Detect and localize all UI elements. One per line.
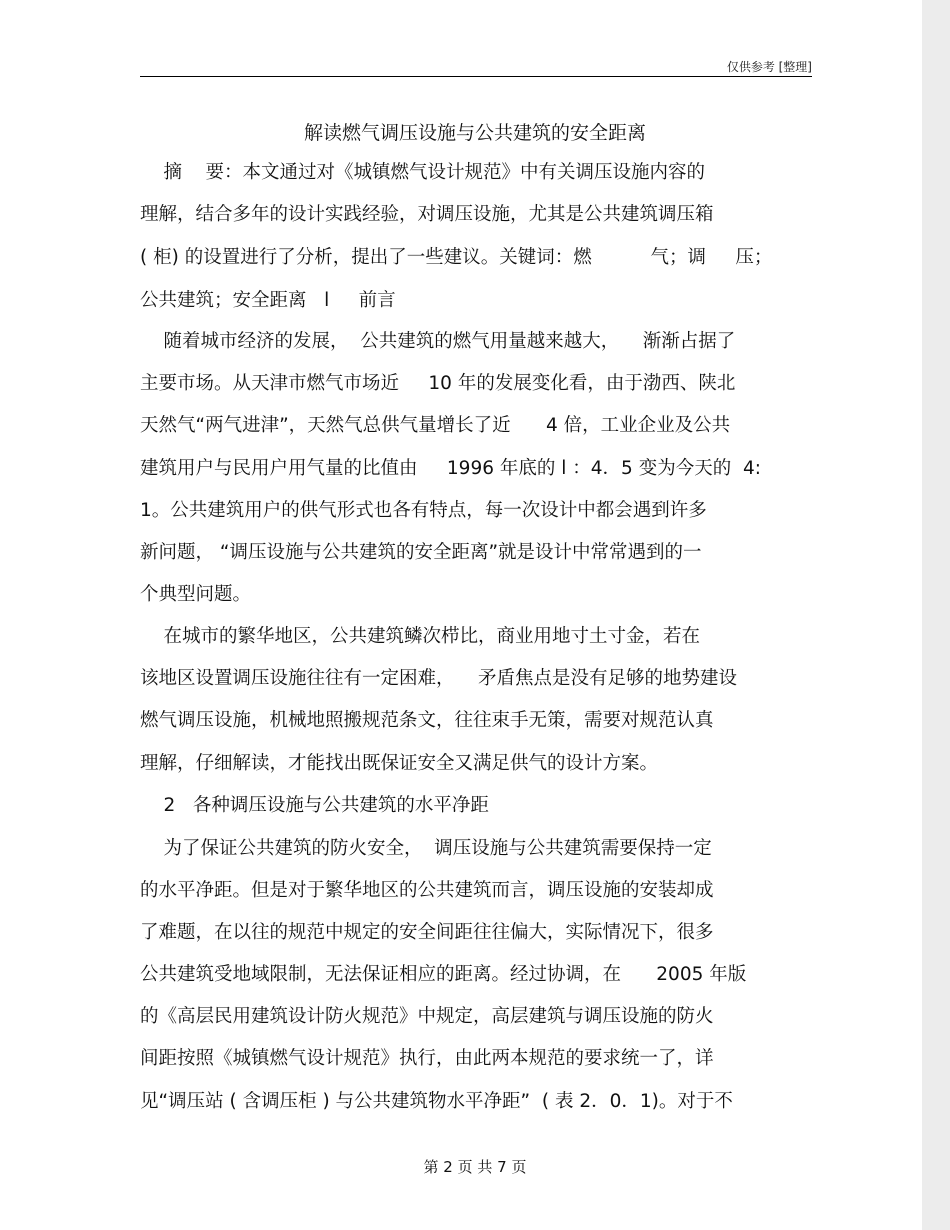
body-line: 新问题， “调压设施与公共建筑的安全距离”就是设计中常常遇到的一 [140,542,702,563]
body-line: 见“调压站 ( 含调压柜 ) 与公共建筑物水平净距” ( 表 2．0．1)。对于不 [140,1091,733,1112]
body-line: ( 柜) 的设置进行了分析，提出了一些建议。关键词：燃 气；调 压； [140,247,773,268]
body-line: 的《高层民用建筑设计防火规范》中规定，高层建筑与调压设施的防火 [140,1006,714,1027]
body-line: 为了保证公共建筑的防火安全， 调压设施与公共建筑需要保持一定 [140,838,712,859]
body-line: 摘 要：本文通过对《城镇燃气设计规范》中有关调压设施内容的 [140,162,706,183]
body-line: 的水平净距。但是对于繁华地区的公共建筑而言，调压设施的安装却成 [140,880,714,901]
page-title: 解读燃气调压设施与公共建筑的安全距离 [303,122,646,144]
body-line: 燃气调压设施，机械地照搬规范条文，往往束手无策，需要对规范认真 [140,710,714,731]
body-line: 间距按照《城镇燃气设计规范》执行，由此两本规范的要求统一了，详 [140,1048,714,1069]
body-line: 在城市的繁华地区，公共建筑鳞次栉比，商业用地寸土寸金，若在 [140,626,701,647]
header-note: 仅供参考 [整理] [726,60,812,74]
body-line: 天然气“两气进津”，天然气总供气量增长了近 4 倍，工业企业及公共 [140,415,731,436]
body-line: 公共建筑；安全距离 l 前言 [140,290,396,311]
body-line: 主要市场。从天津市燃气市场近 10 年的发展变化看，由于渤西、陕北 [140,373,736,394]
body-line: 个典型问题。 [140,584,252,605]
body-line: 1。公共建筑用户的供气形式也各有特点，每一次设计中都会遇到许多 [140,500,707,521]
header-divider [140,76,812,77]
section-heading: 2 各种调压设施与公共建筑的水平净距 [140,795,489,816]
body-line: 了难题，在以往的规范中规定的安全间距往往偏大，实际情况下，很多 [140,922,714,943]
page-number: 第 2 页 共 7 页 [423,1158,527,1176]
body-line: 公共建筑受地域限制，无法保证相应的距离。经过协调，在 2005 年版 [140,964,747,985]
body-line: 建筑用户与民用户用气量的比值由 1996 年底的 l ：4．5 变为今天的 4: [140,458,761,479]
body-line: 理解，结合多年的设计实践经验，对调压设施，尤其是公共建筑调压箱 [140,204,714,225]
body-line: 随着城市经济的发展， 公共建筑的燃气用量越来越大， 渐渐占据了 [140,331,736,352]
body-line: 理解，仔细解读，才能找出既保证安全又满足供气的设计方案。 [140,753,659,774]
body-line: 该地区设置调压设施往往有一定困难， 矛盾焦点是没有足够的地势建设 [140,668,738,689]
